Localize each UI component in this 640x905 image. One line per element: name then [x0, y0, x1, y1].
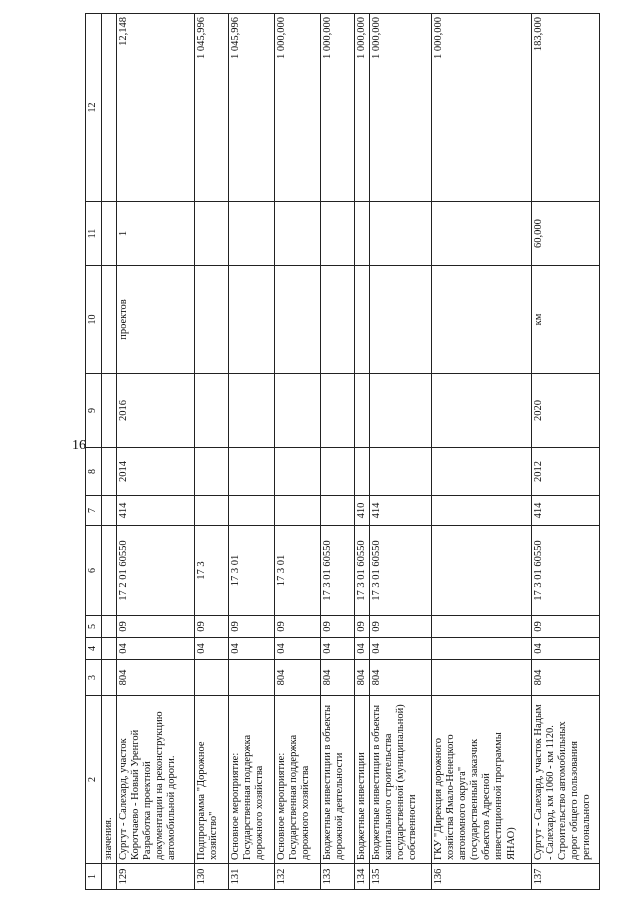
continuation-row	[102, 14, 117, 890]
cell-c6: 17 3 01 60550	[532, 526, 600, 616]
cell-c3	[229, 660, 275, 696]
cell-c12: 1 000,000	[370, 14, 432, 202]
table-row	[355, 14, 370, 890]
col-header: 5	[86, 616, 102, 638]
cell-c6: 17 3 01	[275, 526, 321, 616]
cell-c7	[275, 496, 321, 526]
row-name: Основное мероприятие: Государственная поддержка дорожного хозяйства	[229, 696, 275, 864]
col-header: 9	[86, 374, 102, 448]
row-number: 131	[229, 864, 275, 890]
cell-c3	[432, 660, 532, 696]
row-number: 137	[532, 864, 600, 890]
cell-c7	[195, 496, 229, 526]
cell-c3: 804	[532, 660, 600, 696]
cell-c8	[355, 448, 370, 496]
cell-c4: 04	[195, 638, 229, 660]
cell-c11	[275, 202, 321, 266]
col-header: 10	[86, 266, 102, 374]
cell-c3: 804	[275, 660, 321, 696]
col-header: 6	[86, 526, 102, 616]
cell-c11: 60,000	[532, 202, 600, 266]
cell-c4: 04	[275, 638, 321, 660]
cell-c9: 2020	[532, 374, 600, 448]
cell-c6: 17 3 01 60550	[355, 526, 370, 616]
cell-c10	[432, 266, 532, 374]
cell-c11	[195, 202, 229, 266]
cell-c3: 804	[355, 660, 370, 696]
row-number: 136	[432, 864, 532, 890]
cell-c5: 09	[532, 616, 600, 638]
col-header: 3	[86, 660, 102, 696]
cell-c11	[370, 202, 432, 266]
cell-c4: 04	[117, 638, 195, 660]
cell-c11	[432, 202, 532, 266]
cell-c3: 804	[321, 660, 355, 696]
row-name: ГКУ "Дирекция дорожного хозяйства Ямало-Ненецкого автономного округа" (государственный заказчик объектов Адресной инвестиционной программы ЯНАО)	[432, 696, 532, 864]
cell-c10	[195, 266, 229, 374]
page-number: 16	[72, 438, 86, 453]
cell-c7	[321, 496, 355, 526]
cell-c8	[229, 448, 275, 496]
cell-c5: 09	[117, 616, 195, 638]
table-row	[117, 14, 195, 890]
row-name: Бюджетные инвестиции	[355, 696, 370, 864]
budget-table	[85, 13, 600, 890]
row-name: значения.	[102, 696, 117, 864]
cell-c7	[229, 496, 275, 526]
cell-c4: 04	[229, 638, 275, 660]
col-header: 4	[86, 638, 102, 660]
cell-c5: 09	[355, 616, 370, 638]
cell-c3: 804	[117, 660, 195, 696]
table-row	[275, 14, 321, 890]
cell-c6: 17 2 01 60550	[117, 526, 195, 616]
cell-c6: 17 3 01 60550	[370, 526, 432, 616]
cell-c7: 414	[532, 496, 600, 526]
cell-c8	[321, 448, 355, 496]
cell-c11	[321, 202, 355, 266]
cell-c8	[275, 448, 321, 496]
row-name: Бюджетные инвестиции в объекты дорожной деятельности	[321, 696, 355, 864]
cell-c12: 183,000	[532, 14, 600, 202]
table-row	[321, 14, 355, 890]
col-header: 8	[86, 448, 102, 496]
cell-c12: 1 045,996	[195, 14, 229, 202]
cell-c9	[432, 374, 532, 448]
cell-c8	[432, 448, 532, 496]
cell-c10	[321, 266, 355, 374]
budget-table-sheet	[85, 14, 607, 890]
row-name: Сургут - Салехард, участок Надым - Салехард, км 1060 - км 1120. Строительство автомобильных дорог общего пользования регионального	[532, 696, 600, 864]
col-header: 2	[86, 696, 102, 864]
cell-c12: 12,148	[117, 14, 195, 202]
cell-c5: 09	[321, 616, 355, 638]
cell-c10	[275, 266, 321, 374]
cell-c8	[370, 448, 432, 496]
cell-c9	[195, 374, 229, 448]
cell-c10	[229, 266, 275, 374]
row-name: Бюджетные инвестиции в объекты капитального строительства государственной (муниципальной) собственности	[370, 696, 432, 864]
cell-c4: 04	[321, 638, 355, 660]
cell-c11: 1	[117, 202, 195, 266]
cell-c12: 1 000,000	[275, 14, 321, 202]
cell-c5: 09	[275, 616, 321, 638]
cell-c11	[355, 202, 370, 266]
cell-c4	[432, 638, 532, 660]
cell-c3: 804	[370, 660, 432, 696]
col-header: 1	[86, 864, 102, 890]
cell-c10	[370, 266, 432, 374]
cell-c6: 17 3	[195, 526, 229, 616]
cell-c5: 09	[229, 616, 275, 638]
cell-c10: проектов	[117, 266, 195, 374]
cell-c6: 17 3 01	[229, 526, 275, 616]
row-name: Основное мероприятие: Государственная поддержка дорожного хозяйства	[275, 696, 321, 864]
cell-c5: 09	[195, 616, 229, 638]
cell-c8	[195, 448, 229, 496]
cell-c4: 04	[532, 638, 600, 660]
cell-c8: 2012	[532, 448, 600, 496]
cell-c7: 414	[370, 496, 432, 526]
cell-c12: 1 000,000	[432, 14, 532, 202]
cell-c9	[355, 374, 370, 448]
cell-c5: 09	[370, 616, 432, 638]
cell-c6	[432, 526, 532, 616]
cell-c4: 04	[370, 638, 432, 660]
col-header: 7	[86, 496, 102, 526]
cell-c9	[275, 374, 321, 448]
cell-c7	[432, 496, 532, 526]
cell-c12: 1 045,996	[229, 14, 275, 202]
table-row	[229, 14, 275, 890]
row-name: Сургут - Салехард, участок Коротчаево - Новый Уренгой Разработка проектной документации на реконструкцию автомобильной дороги.	[117, 696, 195, 864]
cell-c9	[229, 374, 275, 448]
col-header: 11	[86, 202, 102, 266]
cell-c3	[195, 660, 229, 696]
cell-c10: км	[532, 266, 600, 374]
table-row	[432, 14, 532, 890]
row-number: 134	[355, 864, 370, 890]
cell-c5	[432, 616, 532, 638]
col-header: 12	[86, 14, 102, 202]
row-number: 130	[195, 864, 229, 890]
row-number: 133	[321, 864, 355, 890]
cell-c11	[229, 202, 275, 266]
cell-c7: 410	[355, 496, 370, 526]
cell-c4: 04	[355, 638, 370, 660]
table-row	[532, 14, 600, 890]
cell-c9	[370, 374, 432, 448]
cell-c9	[321, 374, 355, 448]
row-number: 129	[117, 864, 195, 890]
cell-c8: 2014	[117, 448, 195, 496]
cell-c10	[355, 266, 370, 374]
row-number: 132	[275, 864, 321, 890]
table-row	[370, 14, 432, 890]
table-row	[195, 14, 229, 890]
row-number: 135	[370, 864, 432, 890]
cell-c12: 1 000,000	[355, 14, 370, 202]
row-name: Подпрограмма "Дорожное хозяйство"	[195, 696, 229, 864]
cell-c6: 17 3 01 60550	[321, 526, 355, 616]
cell-c9: 2016	[117, 374, 195, 448]
cell-c7: 414	[117, 496, 195, 526]
header-row	[86, 14, 102, 890]
cell-c12: 1 000,000	[321, 14, 355, 202]
